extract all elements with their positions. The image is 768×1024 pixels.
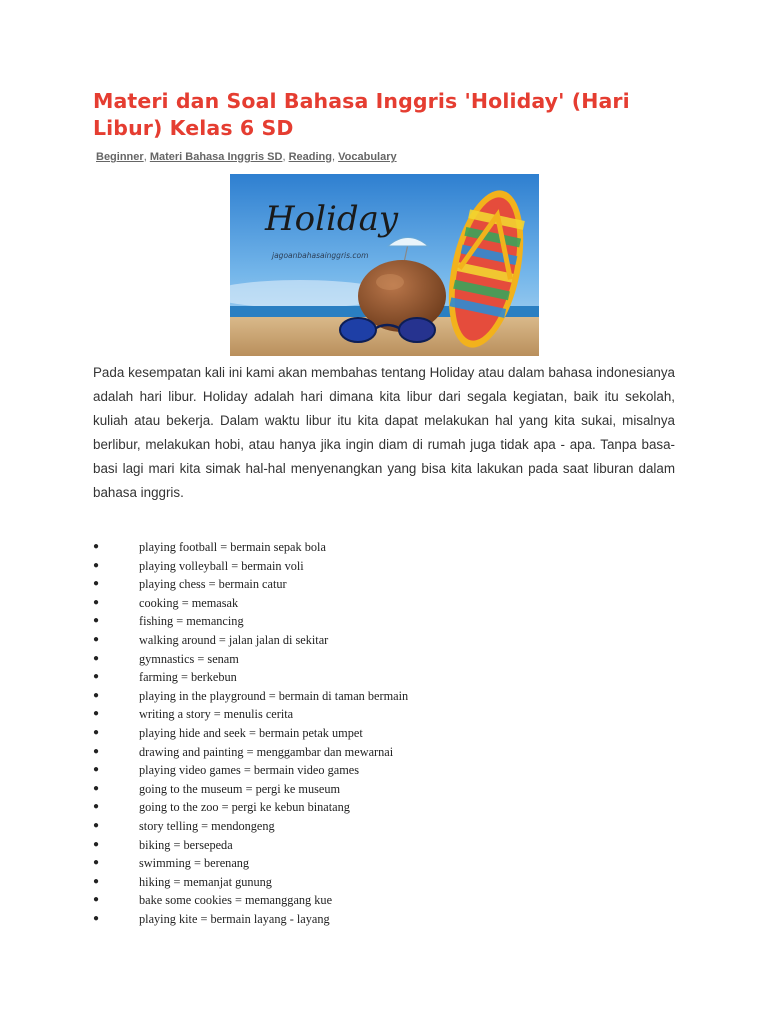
bullet-icon: ●	[93, 652, 100, 664]
vocab-item	[93, 538, 408, 557]
bullet-icon: ●	[93, 875, 100, 887]
vocab-item-text: farming = berkebun	[139, 670, 237, 685]
label-separator: ,	[332, 151, 339, 163]
vocab-item	[93, 780, 408, 799]
vocab-item-text: playing football = bermain sepak bola	[139, 540, 326, 554]
bullet-icon: ●	[93, 726, 100, 738]
bullet-icon: ●	[93, 689, 100, 701]
vocab-item-text: going to the zoo = pergi ke kebun binatang	[139, 800, 350, 815]
label-link-vocabulary[interactable]: Vocabulary	[338, 151, 397, 163]
label-link-reading[interactable]: Reading	[288, 151, 332, 163]
post-title[interactable]: Materi dan Soal Bahasa Inggris 'Holiday' (Hari Libur) Kelas 6 SD	[93, 89, 630, 140]
bullet-icon: ●	[93, 708, 100, 720]
vocab-item	[93, 891, 408, 910]
vocab-item	[93, 631, 408, 650]
vocab-item-text: playing hide and seek = bermain petak umpet	[139, 725, 363, 740]
bullet-icon: ●	[93, 912, 100, 924]
vocab-item	[93, 650, 408, 669]
bullet-icon: ●	[93, 782, 100, 794]
vocab-item-text: cooking = memasak	[139, 595, 239, 610]
intro-paragraph: Pada kesempatan kali ini kami akan membahas tentang Holiday atau dalam bahasa indonesianya adalah hari libur. Holiday adalah hari dimana kita libur dari segala kegiatan, baik itu sekolah, kuliah atau bekerja. Dalam waktu libur itu kita dapat melakukan hal yang kita sukai, misalnya berlibur, melakukan hobi, atau hanya jika ingin diam di rumah juga tidak apa - apa. Tanpa basa-basi lagi mari kita simak hal-hal menyenangkan yang bisa kita lakukan pada saat liburan dalam bahasa inggris.	[93, 365, 675, 500]
vocab-item	[93, 743, 408, 762]
vocab-item-text: playing volleyball = bermain voli	[139, 558, 304, 573]
vocab-item-text: fishing = memancing	[139, 614, 244, 629]
label-link-beginner[interactable]: Beginner	[96, 151, 144, 163]
vocab-item-text: playing chess = bermain catur	[139, 577, 287, 592]
beach-illustration	[230, 174, 539, 356]
vocab-item-text: biking = bersepeda	[139, 837, 233, 852]
vocab-item-text: playing video games = bermain video games	[139, 763, 360, 778]
bullet-icon: ●	[93, 559, 100, 571]
vocab-item-text: story telling = mendongeng	[139, 818, 275, 833]
vocab-item	[93, 817, 408, 836]
label-separator: ,	[143, 151, 150, 163]
bullet-icon: ●	[93, 671, 100, 683]
vocab-item	[93, 836, 408, 855]
image-watermark: jagoanbahasainggris.com	[272, 251, 369, 260]
vocab-item	[93, 687, 408, 706]
vocab-item	[93, 910, 408, 929]
vocab-item	[93, 594, 408, 613]
vocab-item-text: playing kite = bermain layang - layang	[139, 911, 330, 926]
vocab-item	[93, 854, 408, 873]
vocab-item	[93, 557, 408, 576]
bullet-icon: ●	[93, 745, 100, 757]
bullet-icon: ●	[93, 578, 100, 590]
vocab-item	[93, 761, 408, 780]
bullet-icon: ●	[93, 615, 100, 627]
vocab-item-text: drawing and painting = menggambar dan mewarnai	[139, 744, 394, 759]
bullet-icon: ●	[93, 819, 100, 831]
vocab-item	[93, 798, 408, 817]
vocabulary-list	[93, 538, 408, 928]
vocab-item	[93, 705, 408, 724]
label-link-materi[interactable]: Materi Bahasa Inggris SD	[149, 151, 283, 163]
vocab-item	[93, 873, 408, 892]
bullet-icon: ●	[93, 857, 100, 869]
vocab-item	[93, 724, 408, 743]
vocab-item-text: writing a story = menulis cerita	[139, 707, 294, 722]
vocab-item-text: bake some cookies = memanggang kue	[139, 893, 333, 908]
vocab-item-text: walking around = jalan jalan di sekitar	[139, 632, 329, 647]
vocab-item-text: swimming = berenang	[139, 856, 250, 871]
bullet-icon: ●	[93, 801, 100, 813]
label-separator: ,	[282, 151, 289, 163]
image-heading: Holiday	[265, 199, 399, 239]
bullet-icon: ●	[93, 596, 100, 608]
vocab-item-text: hiking = memanjat gunung	[139, 874, 272, 889]
vocab-item	[93, 668, 408, 687]
bullet-icon: ●	[93, 764, 100, 776]
bullet-icon: ●	[93, 633, 100, 645]
vocab-item-text: playing in the playground = bermain di taman bermain	[139, 688, 409, 703]
vocab-item	[93, 612, 408, 631]
vocab-item-text: gymnastics = senam	[139, 651, 239, 666]
holiday-image	[230, 174, 539, 356]
vocab-item-text: going to the museum = pergi ke museum	[139, 781, 341, 796]
bullet-icon: ●	[93, 541, 100, 552]
post-labels	[93, 150, 675, 164]
bullet-icon: ●	[93, 838, 100, 850]
vocab-item	[93, 575, 408, 594]
article	[93, 88, 675, 518]
bullet-icon: ●	[93, 894, 100, 906]
